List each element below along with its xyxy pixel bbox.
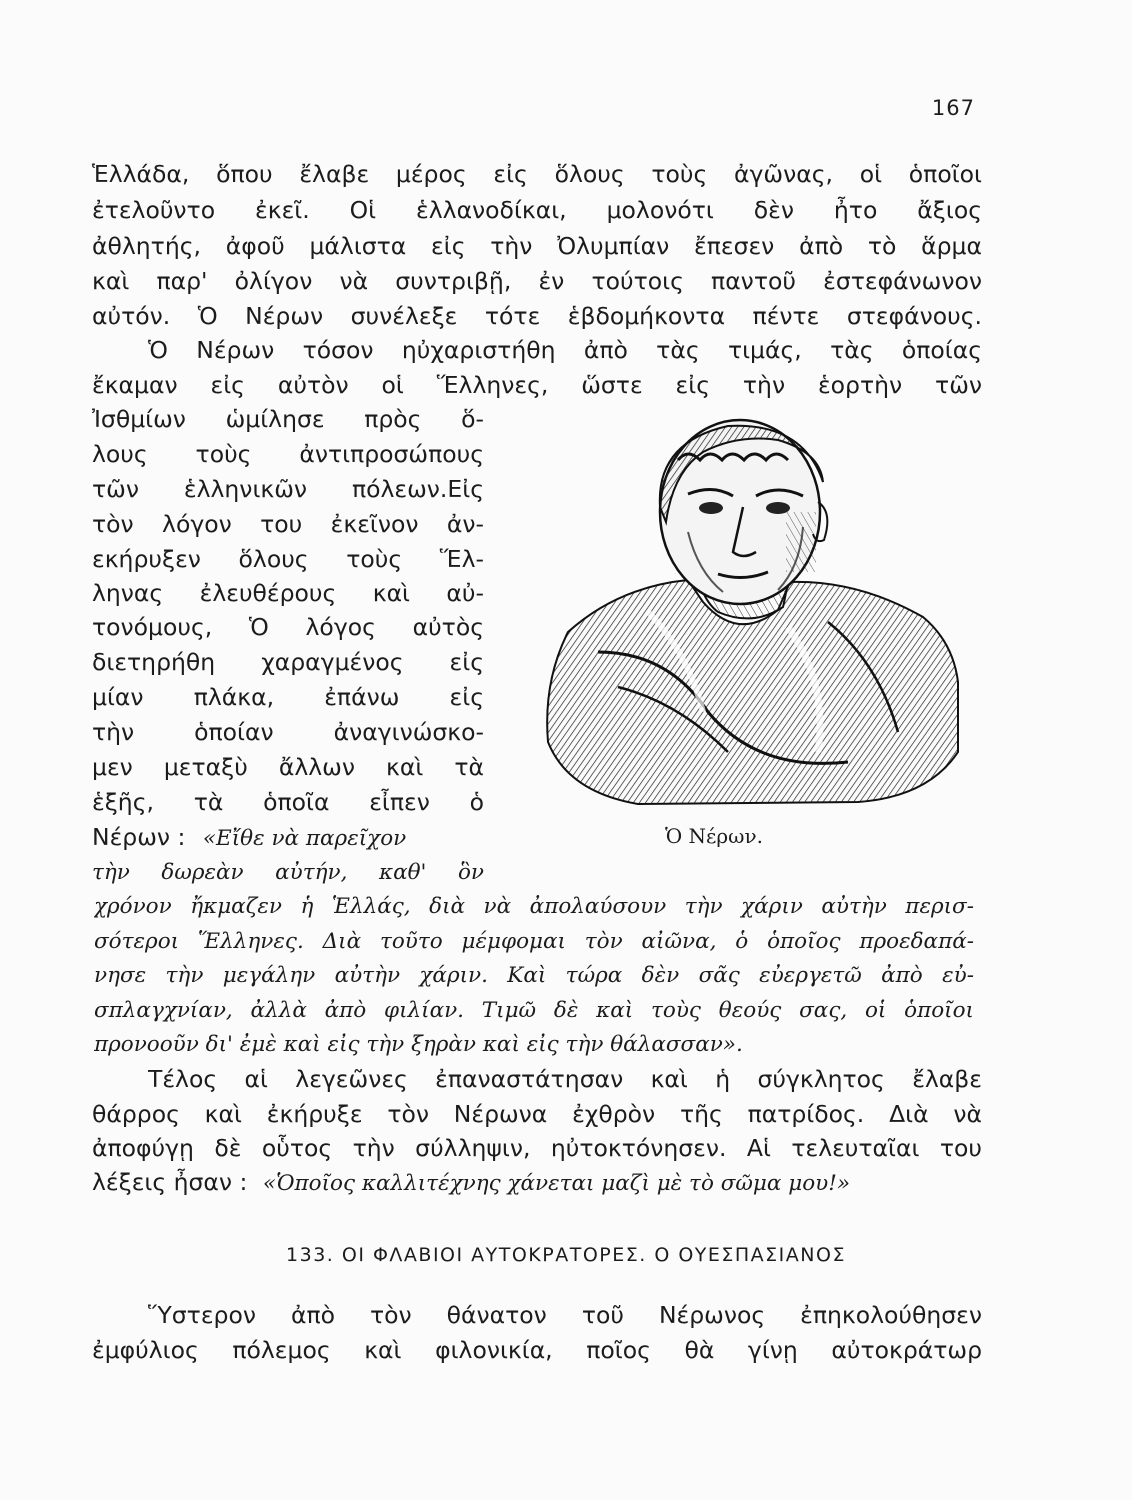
nero-portrait-image <box>528 412 968 817</box>
text-line: προνοοῦν δι' ἐμὲ καὶ εἰς τὴν ξηρὰν καὶ εἰς τὴν θάλασσαν». <box>94 1032 743 1057</box>
text-line: λους τοὺς ἀντιπροσώπους <box>92 440 484 468</box>
text-line: τονόμους, Ὁ λόγος αὐτὸς <box>92 613 484 641</box>
quote-fragment: «Ὁποῖος καλλιτέχνης χάνεται μαζὶ μὲ τὸ σῶμα μου!» <box>262 1171 851 1196</box>
section-heading: 133. ΟΙ ΦΛΑΒΙΟΙ ΑΥΤΟΚΡΑΤΟΡΕΣ. Ο ΟΥΕΣΠΑΣΙΑΝΟΣ <box>286 1244 846 1266</box>
text-line: σπλαγχνίαν, ἀλλὰ ἀπὸ φιλίαν. Τιμῶ δὲ καὶ τοὺς θεούς σας, οἱ ὁποῖοι <box>94 998 974 1023</box>
text-line: ληνας ἐλευθέρους καὶ αὐ- <box>92 579 484 607</box>
text-line: αὐτόν. Ὁ Νέρων συνέλεξε τότε ἑβδομήκοντα πέντε στεφάνους. <box>92 302 982 330</box>
text-line: ἀποφύγῃ δὲ οὗτος τὴν σύλληψιν, ηὐτοκτόνησεν. Αἱ τελευταῖαι του <box>92 1134 982 1162</box>
page-number: 167 <box>931 96 975 120</box>
text-line <box>92 820 484 854</box>
text-fragment: λέξεις ἦσαν : <box>92 1168 248 1196</box>
text-line: σότεροι Ἕλληνες. Διὰ τοῦτο μέμφομαι τὸν αἰῶνα, ὁ ὁποῖος προεδαπά- <box>94 929 974 954</box>
text-line: τὴν ὁποίαν ἀναγινώσκο- <box>92 718 484 746</box>
text-line: ἐμφύλιος πόλεμος καὶ φιλονικία, ποῖος θὰ γίνῃ αὐτοκράτωρ <box>92 1336 982 1364</box>
text-line: τὸν λόγον του ἐκεῖνον ἀν- <box>92 510 484 538</box>
text-line: Ὁ Νέρων τόσον ηὐχαριστήθη ἀπὸ τὰς τιμάς, τὰς ὁποίας <box>148 336 982 364</box>
text-line: μεν μεταξὺ ἄλλων καὶ τὰ <box>92 753 484 781</box>
text-line: μίαν πλάκα, ἐπάνω εἰς <box>92 683 484 711</box>
figure-caption: Ὁ Νέρων. <box>665 824 763 848</box>
text-line: νησε τὴν μεγάλην αὐτὴν χάριν. Καὶ τώρα δὲν σᾶς εὐεργετῶ ἀπὸ εὐ- <box>94 963 974 988</box>
text-line: καὶ παρ' ὀλίγον νὰ συντριβῇ, ἐν τούτοις παντοῦ ἐστεφάνωνον <box>92 267 982 295</box>
text-line: ἐτελοῦντο ἐκεῖ. Οἱ ἑλλανοδίκαι, μολονότι δὲν ἦτο ἄξιος <box>92 196 982 224</box>
text-line: Τέλος αἱ λεγεῶνες ἐπαναστάτησαν καὶ ἡ σύγκλητος ἔλαβε <box>148 1065 982 1093</box>
text-line: διετηρήθη χαραγμένος εἰς <box>92 648 484 676</box>
text-line: Ἰσθμίων ὡμίλησε πρὸς ὅ- <box>92 405 484 433</box>
text-line: θάρρος καὶ ἐκήρυξε τὸν Νέρωνα ἐχθρὸν τῆς πατρίδος. Διὰ νὰ <box>92 1100 982 1128</box>
text-line: χρόνον ἤκμαζεν ἡ Ἑλλάς, διὰ νὰ ἀπολαύσουν τὴν χάριν αὐτὴν περισ- <box>94 894 974 919</box>
text-line: τὴν δωρεὰν αὐτήν, καθ' ὃν <box>92 860 484 885</box>
text-line: τῶν ἑλληνικῶν πόλεων.Εἰς <box>92 475 484 503</box>
text-line: Ὕστερον ἀπὸ τὸν θάνατον τοῦ Νέρωνος ἐπηκολούθησεν <box>148 1301 982 1329</box>
text-line <box>92 1165 982 1199</box>
text-line: ἀθλητής, ἀφοῦ μάλιστα εἰς τὴν Ὀλυμπίαν ἔπεσεν ἀπὸ τὸ ἅρμα <box>92 232 982 260</box>
quote-intro: Νέρων : <box>92 823 186 851</box>
text-line: ἔκαμαν εἰς αὐτὸν οἱ Ἕλληνες, ὥστε εἰς τὴν ἑορτὴν τῶν <box>92 371 982 399</box>
quote-start: «Εἴθε νὰ παρεῖχον <box>202 826 407 851</box>
text-line: Ἑλλάδα, ὅπου ἔλαβε μέρος εἰς ὅλους τοὺς ἀγῶνας, οἱ ὁποῖοι <box>92 160 982 188</box>
text-line: εκήρυξεν ὅλους τοὺς Ἕλ- <box>92 545 484 573</box>
text-line: ἑξῆς, τὰ ὁποῖα εἶπεν ὁ <box>92 788 484 816</box>
